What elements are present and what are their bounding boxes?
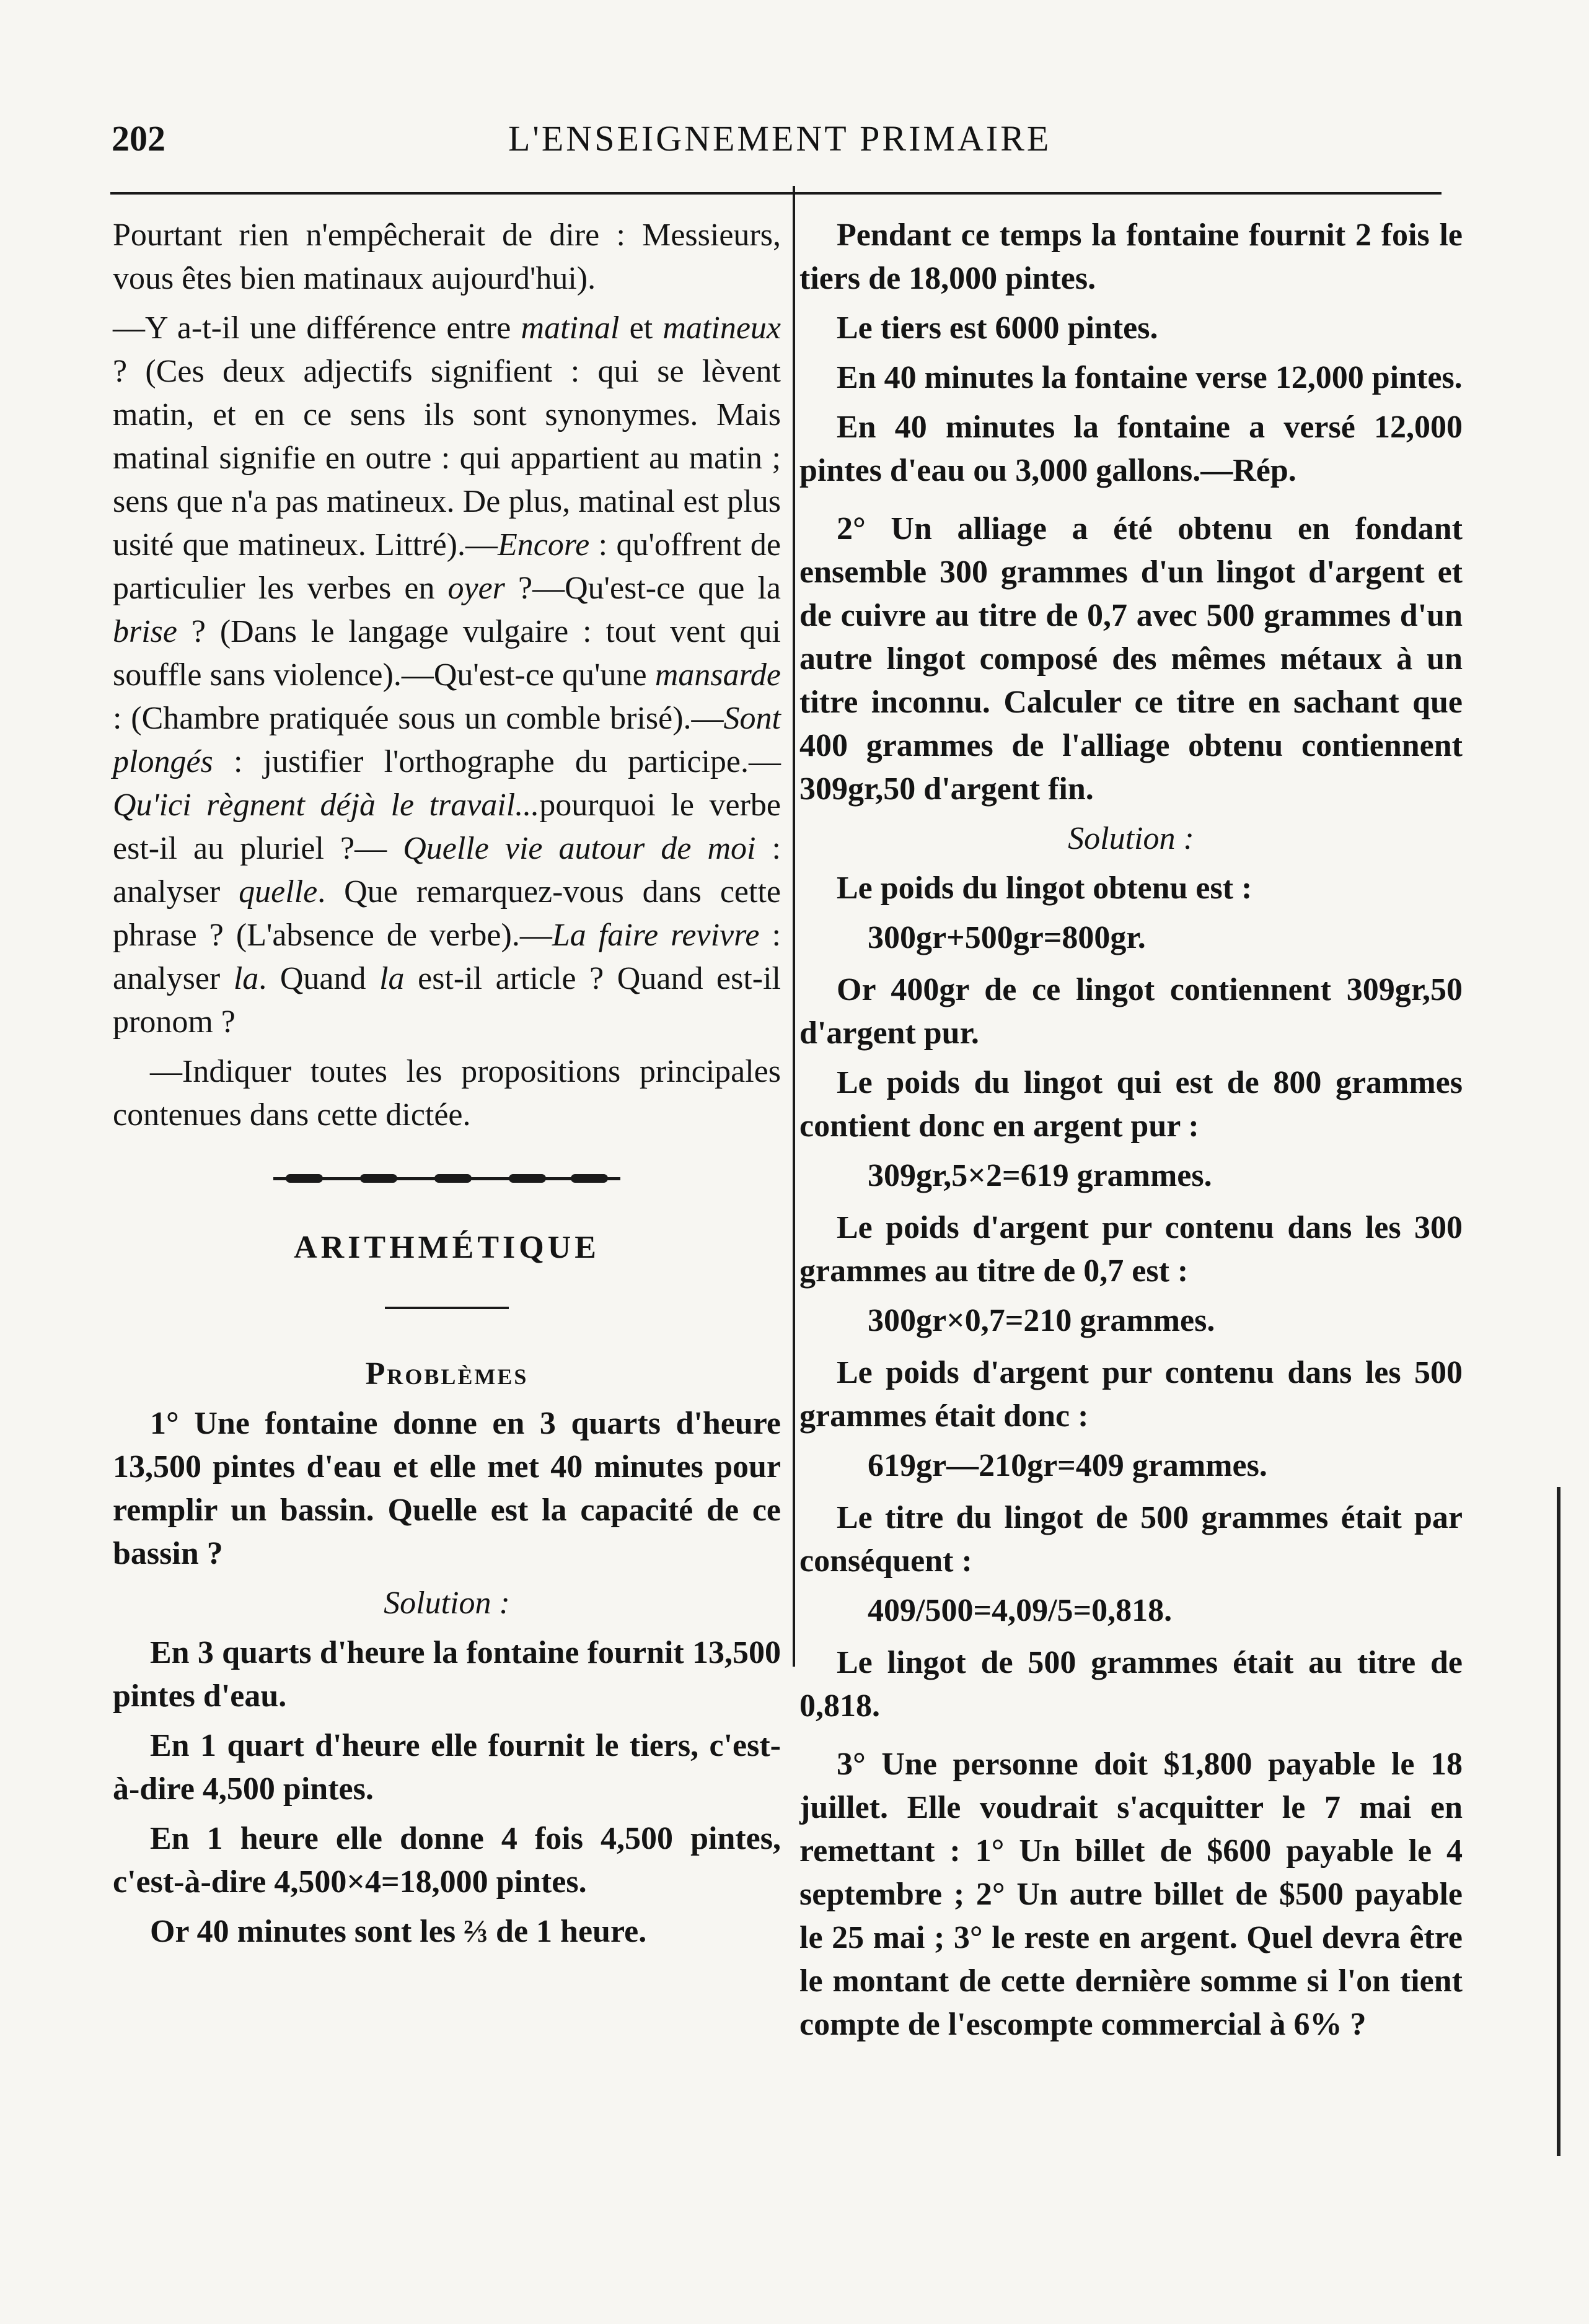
solution-2-text-5: Le poids d'argent pur contenu dans les 500 grammes était donc : xyxy=(799,1355,1463,1434)
solution-2-text-2: Or 400gr de ce lingot contiennent 309gr,50 d'argent pur. xyxy=(799,972,1463,1051)
solution-1-step-6: Le tiers est 6000 pintes. xyxy=(837,310,1158,346)
solution-1-step-4: Or 40 minutes sont les ⅔ de 1 heure. xyxy=(150,1914,647,1949)
solution-2-equation-4: 619gr—210gr=409 grammes. xyxy=(868,1448,1267,1483)
solution-2-equation-5: 409/500=4,09/5=0,818. xyxy=(868,1593,1173,1628)
problem-2: 2° Un alliage a été obtenu en fondant ensemble 300 grammes d'un lingot d'argent et de cuivre au titre de 0,7 avec 500 grammes d'un autre lingot composé des mêmes métaux à un titre inconnu. Calculer ce titre en sachant que 400 grammes de l'alliage obtenu contiennent 309gr,50 d'argent fin. xyxy=(799,511,1463,807)
section-ornament xyxy=(273,1174,620,1183)
solution-2-text-1: Le poids du lingot obtenu est : xyxy=(837,870,1252,906)
solution-2-equation-3: 300gr×0,7=210 grammes. xyxy=(868,1303,1215,1338)
solution-2-text-3: Le poids du lingot qui est de 800 grammes contient donc en argent pur : xyxy=(799,1065,1463,1144)
problem-1: 1° Une fontaine donne en 3 quarts d'heure 13,500 pintes d'eau et elle met 40 minutes pour remplir un bassin. Quelle est la capacité de ce bassin ? xyxy=(113,1406,781,1571)
section-title: ARITHMÉTIQUE xyxy=(294,1230,600,1265)
problem-3: 3° Une personne doit $1,800 payable le 18 juillet. Elle voudrait s'acquitter le 7 mai en remettant : 1° Un billet de $600 payable le 4 septembre ; 2° Un autre billet de $500 payable le 25 mai ; 3° le reste en argent. Quel devra être le montant de cette dernière somme si l'on tient compte de l'escompte commercial à 6% ? xyxy=(799,1747,1463,2042)
dictation-questions: —Y a-t-il une différence entre matinal et matineux ? (Ces deux adjectifs signifient : qui se lèvent matin, et en ce sens ils sont synonymes. Mais matinal signifie en outre : qui appartient au matin ; sens que n'a pas matineux. De plus, matinal est plus usité que matineux. Littré).—Encore : qu'offrent de particulier les verbes en oyer ?—Qu'est-ce que la brise ? (Dans le langage vulgaire : tout vent qui souffle sans violence).—Qu'est-ce qu'une mansarde : (Chambre pratiquée sous un comble brisé).—Sont plongés : justifier l'orthographe du participe.—Qu'ici règnent déjà le travail...pourquoi le verbe est-il au pluriel ?— Quelle vie autour de moi : analyser quelle. Que remarquez-vous dans cette phrase ? (L'absence de verbe).—La faire revivre : analyser la. Quand la est-il article ? Quand est-il pronom ? xyxy=(113,310,781,1040)
solution-1-step-1: En 3 quarts d'heure la fontaine fournit 13,500 pintes d'eau. xyxy=(113,1635,781,1714)
solution-1-step-5: Pendant ce temps la fontaine fournit 2 fois le tiers de 18,000 pintes. xyxy=(799,217,1463,296)
running-title: L'ENSEIGNEMENT PRIMAIRE xyxy=(508,118,1052,159)
page-header xyxy=(112,118,1438,167)
solution-1-step-7: En 40 minutes la fontaine verse 12,000 pintes. xyxy=(837,360,1463,395)
solution-label-1: Solution : xyxy=(384,1585,510,1621)
dictation-note-3: —Indiquer toutes les propositions principales contenues dans cette dictée. xyxy=(113,1054,781,1133)
right-column xyxy=(799,214,1463,2053)
solution-2-equation-1: 300gr+500gr=800gr. xyxy=(868,920,1146,955)
solution-label-2: Solution : xyxy=(1068,821,1194,856)
solution-2-text-6: Le titre du lingot de 500 grammes était par conséquent : xyxy=(799,1500,1463,1579)
left-column xyxy=(113,214,781,1960)
scan-edge-mark xyxy=(1557,1487,1570,2156)
page-number: 202 xyxy=(112,118,165,159)
header-rule xyxy=(110,192,1442,195)
solution-1-answer: En 40 minutes la fontaine a versé 12,000 pintes d'eau ou 3,000 gallons.—Rép. xyxy=(799,410,1463,488)
solution-2-equation-2: 309gr,5×2=619 grammes. xyxy=(868,1158,1212,1193)
subsection-title: Problèmes xyxy=(365,1356,529,1392)
solution-1-step-2: En 1 quart d'heure elle fournit le tiers, c'est-à-dire 4,500 pintes. xyxy=(113,1728,781,1807)
section-rule xyxy=(385,1307,509,1309)
dictation-note-1: Pourtant rien n'empêcherait de dire : Messieurs, vous êtes bien matinaux aujourd'hui). xyxy=(113,217,781,296)
solution-2-text-4: Le poids d'argent pur contenu dans les 300 grammes au titre de 0,7 est : xyxy=(799,1210,1463,1289)
column-divider xyxy=(793,186,795,1667)
solution-1-step-3: En 1 heure elle donne 4 fois 4,500 pintes, c'est-à-dire 4,500×4=18,000 pintes. xyxy=(113,1821,781,1900)
solution-2-text-7: Le lingot de 500 grammes était au titre de 0,818. xyxy=(799,1645,1463,1724)
